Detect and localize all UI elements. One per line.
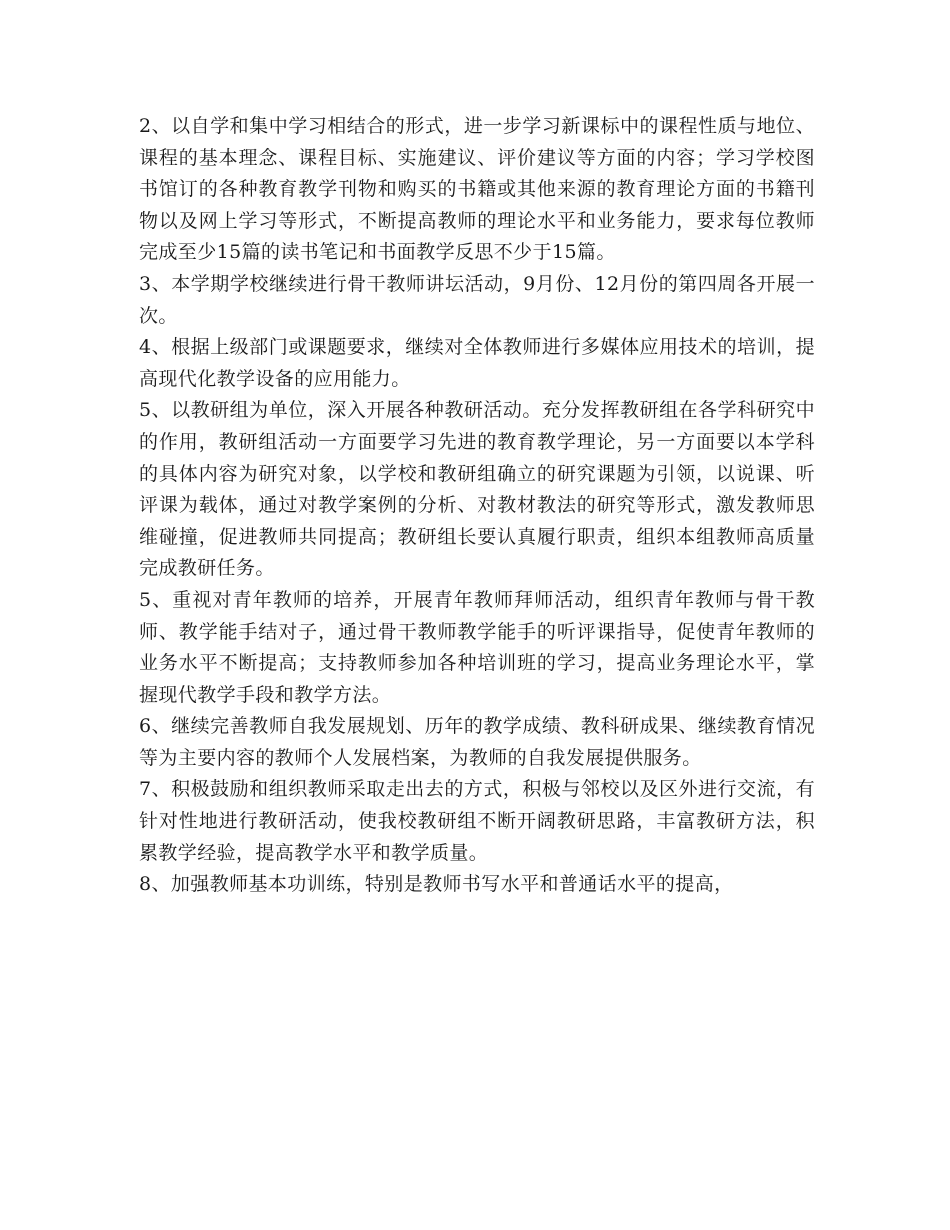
- paragraph-external-exchange: 7、积极鼓励和组织教师采取走出去的方式，积极与邻校以及区外进行交流，有针对性地进行教研活动，使我校教研组不断开阔教研思路，丰富教研方法，积累教学经验，提高教学水平和教学质量。: [139, 778, 815, 864]
- paragraph-study-curriculum: 2、以自学和集中学习相结合的形式，进一步学习新课标中的课程性质与地位、课程的基本理念、课程目标、实施建议、评价建议等方面的内容；学习学校图书馆订的各种教育教学刊物和购买的书籍或其他来源的教育理论方面的书籍刊物以及网上学习等形式，不断提高教师的理论水平和业务能力，要求每位教师完成至少15篇的读书笔记和书面教学反思不少于15篇。: [139, 115, 815, 264]
- paragraph-development-archive: 6、继续完善教师自我发展规划、历年的教学成绩、教科研成果、继续教育情况等为主要内容的教师个人发展档案，为教师的自我发展提供服务。: [139, 715, 815, 769]
- paragraph-backbone-teacher-forum: 3、本学期学校继续进行骨干教师讲坛活动，9月份、12月份的第四周各开展一次。: [139, 272, 815, 327]
- paragraph-young-teacher-training: 5、重视对青年教师的培养，开展青年教师拜师活动，组织青年教师与骨干教师、教学能手结对子，通过骨干教师教学能手的听评课指导，促使青年教师的业务水平不断提高；支持教师参加各种培训班的学习，提高业务理论水平，掌握现代教学手段和教学方法。: [139, 588, 815, 706]
- paragraph-teaching-research-groups: 5、以教研组为单位，深入开展各种教研活动。充分发挥教研组在各学科研究中的作用，教研组活动一方面要学习先进的教育教学理论，另一方面要以本学科的具体内容为研究对象，以学校和教研组确立的研究课题为引领，以说课、听评课为载体，通过对教学案例的分析、对教材教法的研究等形式，激发教师思维碰撞，促进教师共同提高；教研组长要认真履行职责，组织本组教师高质量完成教研任务。: [139, 399, 815, 580]
- document-body: [139, 111, 815, 901]
- paragraph-multimedia-training: 4、根据上级部门或课题要求，继续对全体教师进行多媒体应用技术的培训，提高现代化教学设备的应用能力。: [139, 336, 815, 390]
- paragraph-basic-skills-training: 8、加强教师基本功训练，特别是教师书写水平和普通话水平的提高，: [139, 873, 734, 896]
